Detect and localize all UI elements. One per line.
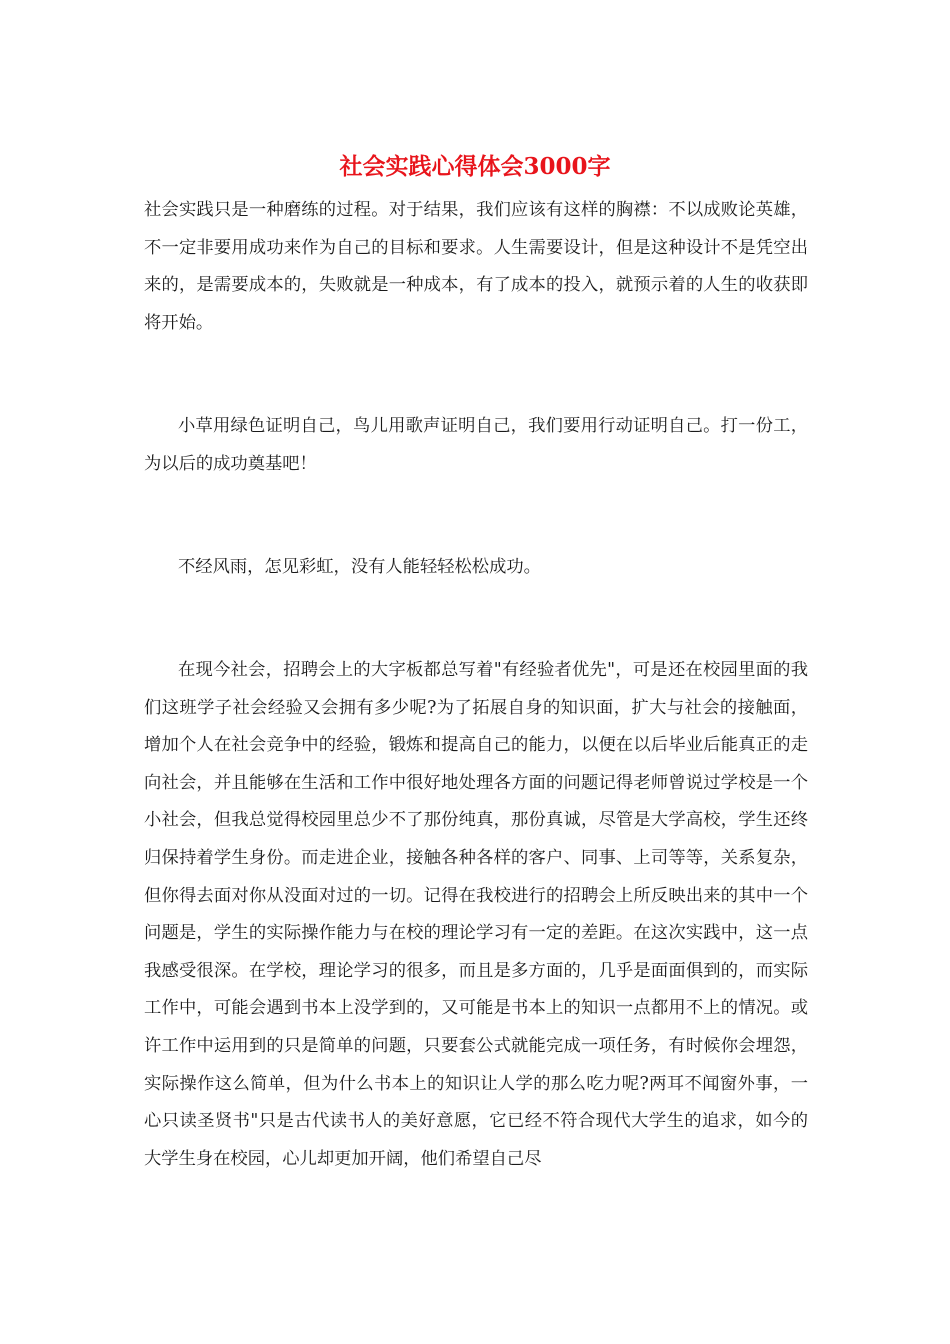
- paragraph-2: 小草用绿色证明自己，鸟儿用歌声证明自己，我们要用行动证明自己。打一份工，为以后的成功奠基吧！: [144, 416, 808, 474]
- paragraph-3: 不经风雨，怎见彩虹，没有人能轻轻松松成功。: [178, 557, 541, 577]
- document-title: 社会实践心得体会3000字: [339, 153, 611, 180]
- paragraph-1: 社会实践只是一种磨练的过程。对于结果，我们应该有这样的胸襟：不以成败论英雄，不一定非要用成功来作为自己的目标和要求。人生需要设计，但是这种设计不是凭空出来的，是需要成本的，失败就是一种成本，有了成本的投入，就预示着的人生的收获即将开始。: [144, 200, 808, 333]
- paragraph-4: 在现今社会，招聘会上的大字板都总写着"有经验者优先"，可是还在校园里面的我们这班学子社会经验又会拥有多少呢?为了拓展自身的知识面，扩大与社会的接触面，增加个人在社会竞争中的经验，锻炼和提高自己的能力，以便在以后毕业后能真正的走向社会，并且能够在生活和工作中很好地处理各方面的问题记得老师曾说过学校是一个小社会，但我总觉得校园里总少不了那份纯真，那份真诚，尽管是大学高校，学生还终归保持着学生身份。而走进企业，接触各种各样的客户、同事、上司等等，关系复杂，但你得去面对你从没面对过的一切。记得在我校进行的招聘会上所反映出来的其中一个问题是，学生的实际操作能力与在校的理论学习有一定的差距。在这次实践中，这一点我感受很深。在学校，理论学习的很多，而且是多方面的，几乎是面面俱到的，而实际工作中，可能会遇到书本上没学到的，又可能是书本上的知识一点都用不上的情况。或许工作中运用到的只是简单的问题，只要套公式就能完成一项任务，有时候你会埋怨，实际操作这么简单，但为什么书本上的知识让人学的那么吃力呢?两耳不闻窗外事，一心只读圣贤书"只是古代读书人的美好意愿，它已经不符合现代大学生的追求，如今的大学生身在校园，心儿却更加开阔，他们希望自己尽: [144, 660, 808, 1169]
